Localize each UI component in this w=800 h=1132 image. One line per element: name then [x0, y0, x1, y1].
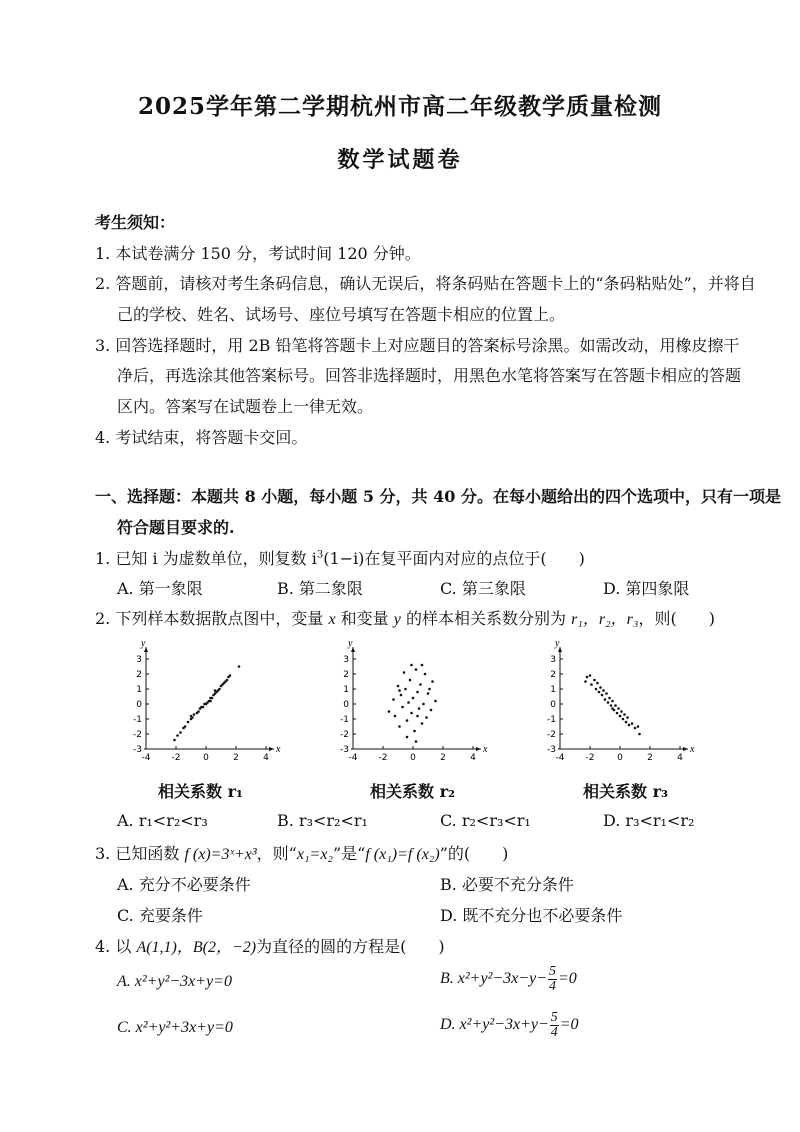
fraction-denominator: 4: [550, 1025, 558, 1040]
q2-option-c: C. r₂<r₃<r₁: [440, 811, 531, 830]
scatter-point: [638, 733, 641, 736]
page-title: 2025学年第二学期杭州市高二年级教学质量检测: [137, 93, 662, 120]
scatter-point: [605, 692, 608, 695]
x-axis-label: x: [690, 744, 695, 755]
scatter-point: [422, 703, 425, 706]
y-tick-label: 0: [343, 700, 349, 710]
x-tick-label: -2: [171, 753, 181, 763]
notice-item-3: 3. 回答选择题时，用 2B 铅笔将答题卡上对应题目的答案标号涂黑。如需改动，用橡皮擦干: [95, 336, 740, 355]
y-tick-label: -1: [133, 715, 142, 725]
scatter-point: [176, 734, 179, 737]
q4-stem: [95, 934, 445, 957]
scatter-point: [404, 688, 407, 691]
scatter-point: [628, 724, 631, 727]
q2-stem: [95, 606, 715, 629]
scatter-point: [173, 739, 176, 742]
scatter-point: [197, 710, 200, 713]
scatter-point: [614, 704, 617, 707]
y-tick-label: 1: [550, 685, 556, 695]
x-tick-label: 0: [410, 753, 416, 763]
scatter-point: [634, 727, 637, 730]
q3-cond: x₁=x₂: [296, 846, 333, 863]
q3-option-a: A. 充分不必要条件: [117, 875, 251, 894]
y-axis-label: y: [141, 640, 146, 649]
y-tick-label: -3: [547, 745, 556, 755]
x-tick-label: -4: [141, 753, 151, 763]
y-tick-label: 3: [343, 655, 349, 665]
q2-option-b: B. r₃<r₂<r₁: [277, 811, 368, 830]
scatter-point: [209, 700, 212, 703]
fraction-denominator: 4: [548, 979, 556, 994]
scatter-point: [421, 664, 424, 667]
q1-stem-b: (1−i)在复平面内对应的点位于( ): [323, 549, 585, 568]
scatter-point: [229, 674, 232, 677]
q1-stem: [95, 546, 585, 569]
x-tick-label: 2: [233, 753, 239, 763]
y-tick-label: 0: [136, 700, 142, 710]
q4-option-d-fraction: [550, 1011, 559, 1040]
notice-item-2: 2. 答题前，请核对考生条码信息，确认无误后，将条码贴在答题卡上的“条码粘贴处”，并将自: [95, 274, 756, 293]
y-tick-label: 0: [550, 700, 556, 710]
scatter-point: [193, 713, 196, 716]
scatter-point: [407, 701, 410, 704]
scatter-point: [211, 697, 214, 700]
q4-option-b: [440, 965, 577, 994]
scatter-point: [610, 704, 613, 707]
q4-option-c: C. x²+y²+3x+y=0: [117, 1019, 233, 1036]
x-tick-label: 0: [203, 753, 209, 763]
q1-stem-sup: 3: [316, 549, 324, 561]
scatter-point: [608, 697, 611, 700]
fraction-numerator: 5: [548, 964, 556, 979]
scatter-point: [589, 674, 592, 677]
x-axis-label: x: [276, 744, 281, 755]
scatter-point: [410, 712, 413, 715]
notice-item-3-cont2: 区内。答案写在试题卷上一律无效。: [117, 397, 374, 416]
x-tick-label: -4: [348, 753, 358, 763]
y-tick-label: 2: [343, 670, 349, 680]
scatter-point: [202, 706, 205, 709]
scatter-point: [602, 689, 605, 692]
q3-stem-a: 3. 已知函数: [95, 844, 180, 863]
scatter-point: [611, 707, 614, 710]
scatter-point: [410, 664, 413, 667]
scatter-point: [584, 680, 587, 683]
caption-r1: 相关系数 r₁: [158, 782, 244, 801]
scatter-point: [415, 740, 418, 743]
scatter-point: [434, 700, 437, 703]
q4-stem-b: 为直径的圆的方程是( ): [256, 937, 445, 956]
scatter-point: [184, 725, 187, 728]
scatter-point: [595, 688, 598, 691]
q2-stem-b: 和变量: [340, 609, 389, 628]
scatter-point: [190, 715, 193, 718]
x-tick-label: -4: [555, 753, 565, 763]
q3-stem-d: ”的( ): [439, 844, 509, 863]
y-tick-label: -3: [133, 745, 142, 755]
q3-stem-c: ”是“: [332, 844, 366, 863]
scatter-point: [406, 736, 409, 739]
scatter-point: [398, 689, 401, 692]
scatter-point: [392, 698, 395, 701]
scatter-point: [427, 692, 430, 695]
y-tick-label: -2: [340, 730, 349, 740]
scatter-point: [409, 679, 412, 682]
scatter-point: [598, 691, 601, 694]
q2-stem-d: ，则( ): [638, 609, 715, 628]
scatter-point: [179, 731, 182, 734]
q3-stem-b: ，则“: [256, 844, 297, 863]
scatter-point: [623, 713, 626, 716]
scatter-point: [218, 688, 221, 691]
x-tick-label: 0: [617, 753, 623, 763]
q4-option-d-tail: =0: [559, 1016, 579, 1034]
scatter-point: [430, 709, 433, 712]
scatter-point: [431, 680, 434, 683]
scatter-point: [428, 688, 431, 691]
scatter-point: [425, 716, 428, 719]
x-tick-label: -2: [378, 753, 388, 763]
scatter-point: [586, 676, 589, 679]
scatter-point: [401, 706, 404, 709]
scatter-point: [403, 671, 406, 674]
q4-option-b-text: B. x²+y²−3x−y−: [440, 970, 547, 988]
notice-item-4: 4. 考试结束，将答题卡交回。: [95, 428, 308, 447]
scatter-point: [593, 679, 596, 682]
scatter-point: [406, 719, 409, 722]
scatter-point: [388, 710, 391, 713]
y-tick-label: 3: [136, 655, 142, 665]
q1-option-d: D. 第四象限: [603, 579, 690, 598]
y-tick-label: 2: [550, 670, 556, 680]
q3-func: f (x)=3ˣ+x³: [184, 846, 257, 863]
scatter-point: [400, 694, 403, 697]
scatter-point: [226, 679, 229, 682]
scatter-point: [418, 707, 421, 710]
scatter-point: [616, 712, 619, 715]
scatter-point: [601, 694, 604, 697]
q3-option-c: C. 充要条件: [117, 906, 203, 925]
q2-option-d: D. r₃<r₁<r₂: [603, 811, 695, 830]
q2-stem-c: 的样本相关系数分别为: [405, 609, 566, 628]
scatter-point: [596, 682, 599, 685]
q1-option-b: B. 第二象限: [277, 579, 363, 598]
fraction-numerator: 5: [550, 1010, 558, 1025]
q2-stem-a: 2. 下列样本数据散点图中，变量: [95, 609, 324, 628]
x-axis-arrow: [269, 747, 274, 751]
scatter-point: [607, 701, 610, 704]
q4-option-b-tail: =0: [557, 970, 577, 988]
scatter-point: [619, 715, 622, 718]
q4-option-b-fraction: [548, 965, 557, 994]
x-axis-arrow: [683, 747, 688, 751]
q2-var-y: y: [393, 611, 401, 628]
y-tick-label: 3: [550, 655, 556, 665]
y-tick-label: -2: [133, 730, 142, 740]
y-tick-label: 1: [343, 685, 349, 695]
y-tick-label: 2: [136, 670, 142, 680]
q4-option-d: [440, 1011, 579, 1040]
notice-item-2-cont: 己的学校、姓名、试场号、座位号填写在答题卡相应的位置上。: [117, 305, 566, 324]
q2-option-a: A. r₁<r₂<r₃: [117, 811, 208, 830]
scatter-point: [419, 683, 422, 686]
notice-item-1: 1. 本试卷满分 150 分，考试时间 120 分钟。: [95, 244, 421, 263]
scatter-point: [397, 685, 400, 688]
scatter-plot-r1: [128, 640, 288, 765]
caption-r2: 相关系数 r₂: [370, 782, 456, 801]
scatter-point: [599, 686, 602, 689]
q4-option-a: A. x²+y²−3x+y=0: [117, 973, 232, 990]
scatter-point: [394, 715, 397, 718]
scatter-point: [421, 722, 424, 725]
x-tick-label: -2: [585, 753, 595, 763]
q2-stem-vars: r₁，r₂，r₃: [571, 611, 639, 628]
y-tick-label: -1: [340, 715, 349, 725]
scatter-point: [412, 697, 415, 700]
x-tick-label: 4: [263, 753, 269, 763]
x-axis-arrow: [476, 747, 481, 751]
scatter-point: [626, 716, 629, 719]
notice-item-3-cont: 净后，再选涂其他答案标号。回答非选择题时，用黑色水笔将答案写在答题卡相应的答题: [117, 366, 742, 385]
x-tick-label: 4: [470, 753, 476, 763]
scatter-point: [214, 689, 217, 692]
y-tick-label: -2: [547, 730, 556, 740]
scatter-point: [238, 665, 241, 668]
q4-option-d-text: D. x²+y²−3x+y−: [440, 1016, 549, 1034]
x-tick-label: 4: [677, 753, 683, 763]
q1-stem-a: 1. 已知 i 为虚数单位，则复数 i: [95, 549, 317, 568]
q1-option-c: C. 第三象限: [440, 579, 526, 598]
scatter-plot-r3: [542, 640, 702, 765]
scatter-point: [416, 715, 419, 718]
q3-option-d: D. 既不充分也不必要条件: [440, 906, 623, 925]
scatter-plot-r2: [335, 640, 495, 765]
q2-var-x: x: [328, 611, 336, 628]
scatter-point: [590, 683, 593, 686]
q4-stem-a: 4. 以: [95, 937, 132, 956]
x-axis-label: x: [483, 744, 488, 755]
scatter-point: [413, 730, 416, 733]
scatter-point: [415, 668, 418, 671]
section-heading-cont: 符合题目要求的.: [117, 518, 235, 537]
scatter-point: [424, 673, 427, 676]
y-axis-label: y: [348, 640, 353, 649]
q1-option-a: A. 第一象限: [117, 579, 203, 598]
scatter-point: [637, 725, 640, 728]
scatter-point: [398, 725, 401, 728]
section-heading: 一、选择题：本题共 8 小题，每小题 5 分，共 40 分。在每小题给出的四个选项中，只有一项是: [95, 487, 781, 506]
page-subtitle: 数学试题卷: [337, 147, 463, 173]
scatter-point: [611, 700, 614, 703]
q3-option-b: B. 必要不充分条件: [440, 875, 574, 894]
scatter-point: [620, 710, 623, 713]
scatter-point: [416, 691, 419, 694]
q3-cond2: f (x₁)=f (x₂): [365, 846, 440, 863]
scatter-point: [631, 722, 634, 725]
scatter-point: [187, 721, 190, 724]
caption-r3: 相关系数 r₃: [583, 782, 669, 801]
scatter-point: [625, 721, 628, 724]
y-axis-label: y: [555, 640, 560, 649]
x-tick-label: 2: [440, 753, 446, 763]
y-tick-label: -1: [547, 715, 556, 725]
q4-points: A(1,1)，B(2，−2): [136, 939, 257, 956]
q3-stem: [95, 841, 508, 864]
scatter-point: [622, 718, 625, 721]
y-tick-label: 1: [136, 685, 142, 695]
notice-heading: 考生须知：: [95, 213, 176, 232]
y-tick-label: -3: [340, 745, 349, 755]
scatter-point: [617, 707, 620, 710]
x-tick-label: 2: [647, 753, 653, 763]
scatter-point: [604, 698, 607, 701]
